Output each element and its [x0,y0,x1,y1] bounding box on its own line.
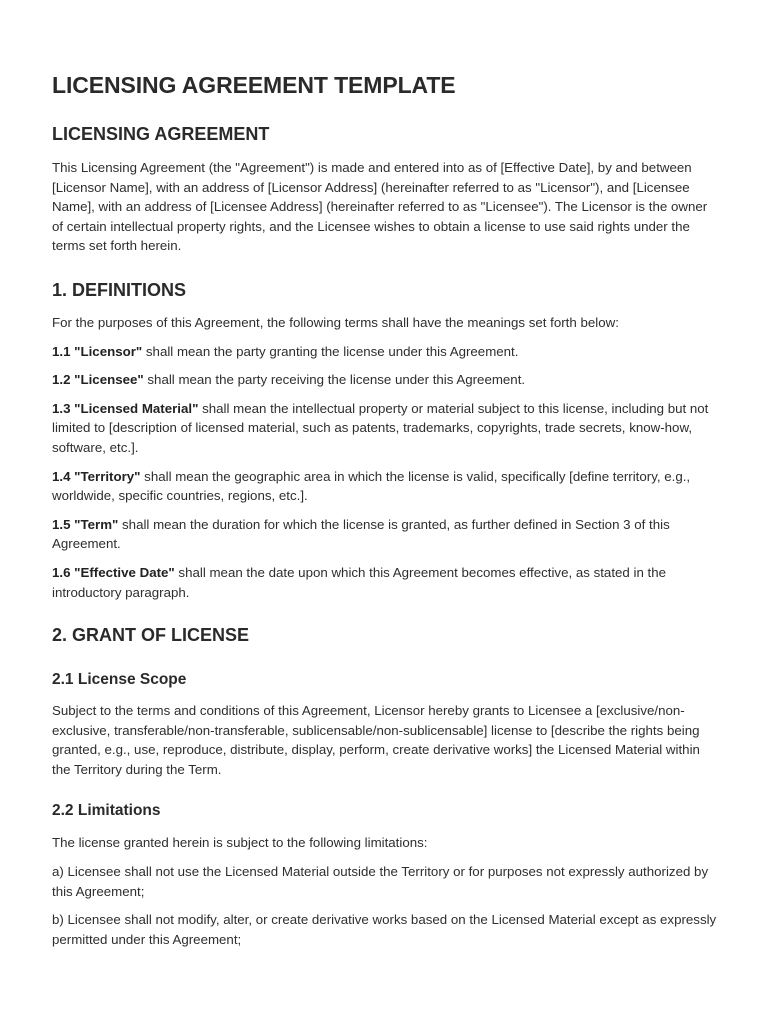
limitation-item-b: b) Licensee shall not modify, alter, or create derivative works based on the Licensed Material except as expressly permitted under this Agreement; [52,912,717,947]
definitions-lead: For the purposes of this Agreement, the following terms shall have the meanings set forth below: [52,314,619,330]
document-title: LICENSING AGREEMENT TEMPLATE [52,72,456,98]
definition-term: 1.1 "Licensor" [52,343,143,359]
limitations-lead: The license granted herein is subject to the following limitations: [52,835,428,851]
definition-item [52,342,718,362]
section-heading-grant-of-license: 2. GRANT OF LICENSE [52,625,250,646]
section-heading-licensing-agreement: LICENSING AGREEMENT [52,124,270,144]
definition-text: shall mean the duration for which the license is granted, as further defined in Section 3 of this Agreement. [52,516,670,552]
intro-paragraph: This Licensing Agreement (the "Agreement") is made and entered into as of [Effective Date], by and between [Licensor Name], with an address of [Licensor Address] (hereinafter referred to as "Licensor"), and [Licensee Name], with an address of [Licensee Address] (hereinafter referred to as "Licensee"). The Licensor is the owner of certain intellectual property rights, and the Licensee wishes to obtain a license to use said rights under the terms set forth herein. [52,160,708,254]
definition-item [52,563,718,602]
definition-term: 1.6 "Effective Date" [52,564,175,580]
definition-text: shall mean the party receiving the license under this Agreement. [143,372,526,388]
subsection-heading-license-scope: 2.1 License Scope [52,671,187,689]
definition-term: 1.2 "Licensee" [52,372,144,388]
definition-item [52,515,718,554]
subsection-heading-limitations: 2.2 Limitations [52,802,161,820]
definition-text: shall mean the party granting the license under this Agreement. [142,343,519,359]
license-scope-paragraph: Subject to the terms and conditions of this Agreement, Licensor hereby grants to Licensee a [exclusive/non-exclusive, transferable/non-transferable, sublicensable/non-sublicensable] license to [describe the rights being granted, e.g., use, reproduce, distribute, display, perform, create derivative works] the Licensed Material within the Territory during the Term. [52,703,700,777]
definition-text: shall mean the geographic area in which the license is valid, specifically [define territory, e.g., worldwide, specific countries, regions, etc.]. [52,468,691,504]
definition-text: shall mean the intellectual property or material subject to this license, including but not limited to [description of licensed material, such as patents, trademarks, copyrights, trade secrets, know-how, software, etc.]. [52,400,709,455]
definition-term: 1.5 "Term" [52,516,119,532]
definition-term: 1.4 "Territory" [52,468,141,484]
definition-item [52,399,718,458]
definition-text: shall mean the date upon which this Agreement becomes effective, as stated in the introductory paragraph. [52,564,667,600]
limitation-item-a: a) Licensee shall not use the Licensed Material outside the Territory or for purposes not expressly authorized by this Agreement; [52,864,709,899]
section-heading-definitions: 1. DEFINITIONS [52,279,187,300]
definition-item [52,467,718,506]
definition-item [52,370,718,390]
definition-term: 1.3 "Licensed Material" [52,400,199,416]
